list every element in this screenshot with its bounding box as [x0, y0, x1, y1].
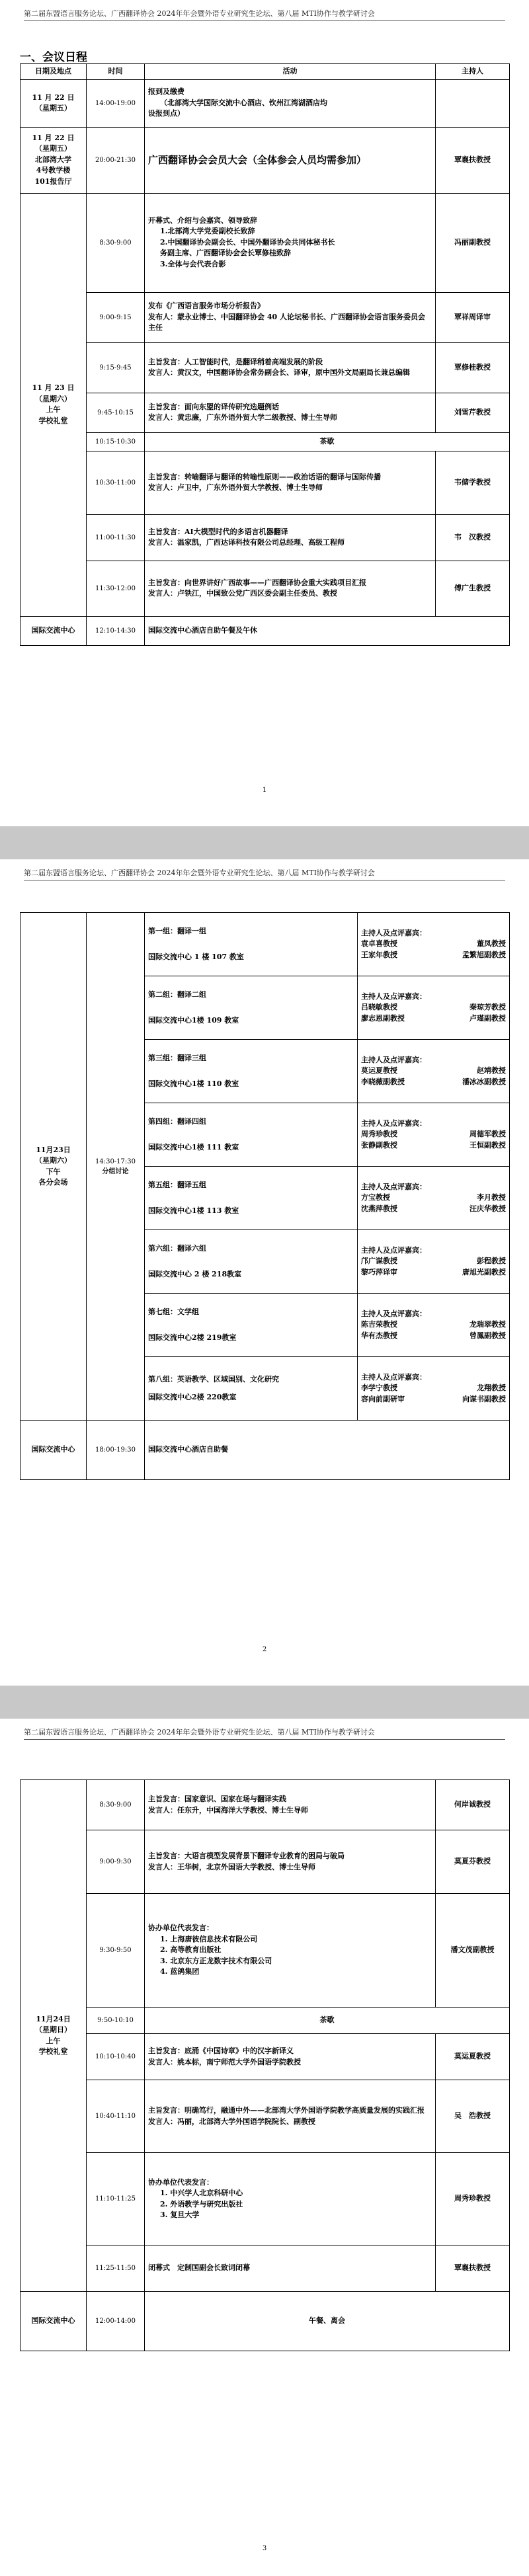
time-cell: 10:40-11:10: [87, 2080, 145, 2153]
date-cell: 国际交流中心: [20, 616, 87, 645]
date-cell: 11 月 23 日 （星期六） 上午 学校礼堂: [20, 193, 87, 616]
group-hosts: 主持人及点评嘉宾： 方宝教授 李月教授 沈燕萍教授 汪庆华教授: [358, 1167, 510, 1230]
time-cell: 11:10-11:25: [87, 2153, 145, 2245]
page-number: 2: [262, 1646, 267, 1653]
date-cell: 国际交流中心: [20, 2292, 87, 2351]
time-cell: 8:30-9:00: [87, 1780, 145, 1830]
schedule-table-3: [20, 1779, 510, 2351]
time-cell: 10:15-10:30: [87, 432, 145, 451]
activity-cell: 国际交流中心酒店自助餐: [145, 1421, 510, 1480]
group-hosts: 主持人及点评嘉宾： 李学宁教授 龙翔教授 容向前副研审 向谋书副教授: [358, 1357, 510, 1421]
group-hosts: 主持人及点评嘉宾： 邝广谋教授 彭程教授 黎巧萍译审 唐旭光副教授: [358, 1230, 510, 1294]
tea-break: 茶歇: [145, 432, 510, 451]
activity-cell: 主旨发言：转喻翻译与翻译的转喻性原则——政治话语的翻译与国际传播 发言人：卢卫中，广东外语外贸大学教授、博士生导师: [145, 451, 436, 514]
host-cell: 潘文茂副教授: [436, 1894, 510, 2008]
time-cell: 10:10-10:40: [87, 2034, 145, 2080]
time-cell: 9:50-10:10: [87, 2008, 145, 2034]
group-cell: 第六组：翻译六组 国际交流中心 2 楼 218教室: [145, 1230, 358, 1294]
time-cell: 18:00-19:30: [87, 1421, 145, 1480]
section-title: 一、会议日程: [20, 51, 87, 64]
page-number: 3: [262, 2545, 267, 2552]
date-cell: 11 月 22 日 （星期五）: [20, 79, 87, 127]
host-cell: 傅广生教授: [436, 561, 510, 616]
time-cell: 14:00-19:00: [87, 79, 145, 127]
time-cell: 11:25-11:50: [87, 2245, 145, 2292]
activity-cell: 主旨发言：AI大模型时代的多语言机器翻译 发言人：温家凯，广西达译科技有限公司总经理、高级工程师: [145, 514, 436, 561]
host-cell: 覃襄扶教授: [436, 2245, 510, 2292]
time-cell: 12:10-14:30: [87, 616, 145, 645]
time-cell: 8:30-9:00: [87, 193, 145, 292]
page-header: 第二届东盟语言服务论坛、广西翻译协会 2024年年会暨外语专业研究生论坛、第八届 MTI协作与教学研讨会: [24, 867, 505, 880]
group-hosts: 主持人及点评嘉宾： 陈吉荣教授 龙瑞翠教授 华有杰教授 曾鳳副教授: [358, 1294, 510, 1357]
time-cell: 14:30-17:30 分组讨论: [87, 913, 145, 1421]
host-cell: [436, 79, 510, 127]
group-cell: 第一组：翻译一组 国际交流中心 1 楼 107 教室: [145, 913, 358, 976]
time-cell: 10:30-11:00: [87, 451, 145, 514]
page-3: [0, 1719, 529, 2576]
activity-cell: 闭幕式 定制国副会长致词闭幕: [145, 2245, 436, 2292]
page-2: [0, 859, 529, 1686]
col-host: 主持人: [436, 64, 510, 80]
date-cell: 11月24日 （星期日） 上午 学校礼堂: [20, 1780, 87, 2292]
page-1: [0, 0, 529, 826]
tea-break: 茶歇: [145, 2008, 510, 2034]
date-cell: 11月23日 （星期六） 下午 各分会场: [20, 913, 87, 1421]
col-time: 时间: [87, 64, 145, 80]
activity-cell: 协办单位代表发言： 1. 中兴学人北京科研中心 2. 外语教学与研究出版社 3. 复旦大学: [145, 2153, 436, 2245]
time-cell: 20:00-21:30: [87, 127, 145, 193]
col-activity: 活动: [145, 64, 436, 80]
host-cell: 韦 汉教授: [436, 514, 510, 561]
activity-cell: 主旨发言：国家意识、国家在场与翻译实践 发言人：任东升，中国海洋大学教授、博士生导师: [145, 1780, 436, 1830]
col-date: 日期及地点: [20, 64, 87, 80]
time-cell: 9:30-9:50: [87, 1894, 145, 2008]
date-cell: 11 月 22 日 （星期五） 北部湾大学 4号教学楼 101报告厅: [20, 127, 87, 193]
time-cell: 12:00-14:00: [87, 2292, 145, 2351]
host-cell: 冯丽副教授: [436, 193, 510, 292]
host-cell: 吴 浩教授: [436, 2080, 510, 2153]
time-cell: 9:15-9:45: [87, 342, 145, 393]
host-cell: 覃襄扶教授: [436, 127, 510, 193]
host-cell: 刘雪芹教授: [436, 393, 510, 432]
activity-cell: 主旨发言：大语言模型发展背景下翻译专业教育的困局与破局 发言人：王华树，北京外国语大学教授、博士生导师: [145, 1830, 436, 1894]
activity-cell: 国际交流中心酒店自助午餐及午休: [145, 616, 510, 645]
group-cell: 第二组：翻译二组 国际交流中心1楼 109 教室: [145, 976, 358, 1040]
activity-cell: 主旨发言：向世界讲好广西故事——广西翻译协会重大实践项目汇报 发言人：卢铁江，中国致公党广西区委会副主任委员、教授: [145, 561, 436, 616]
time-cell: 11:00-11:30: [87, 514, 145, 561]
activity-cell: 主旨发言：人工智能时代，是翻译稍着高端发展的阶段 发言人：黄汉文，中国翻译协会常务副会长、译审，原中国外文局副局长兼总编辑: [145, 342, 436, 393]
activity-cell: 报到及缴费 （北部湾大学国际交流中心酒店、钦州江湾湖酒店均 设报到点）: [145, 79, 436, 127]
time-cell: 9:45-10:15: [87, 393, 145, 432]
time-cell: 9:00-9:30: [87, 1830, 145, 1894]
group-cell: 第五组：翻译五组 国际交流中心1楼 113 教室: [145, 1167, 358, 1230]
activity-cell: 主旨发言：面向东盟的译传研究选题例话 发言人：黄忠廉，广东外语外贸大学二级教授、博士生导师: [145, 393, 436, 432]
activity-cell: 广西翻译协会会员大会（全体参会人员均需参加）: [145, 127, 436, 193]
activity-cell: 协办单位代表发言： 1. 上海唐彼信息技术有限公司 2. 高等教育出版社 3. 北京东方正龙数字技术有限公司 4. 蓝鸽集团: [145, 1894, 436, 2008]
group-hosts: 主持人及点评嘉宾： 吕晓敏教授 秦琼芳教授 廖志恩副教授 卢瑾副教授: [358, 976, 510, 1040]
activity-cell: 主旨发言：明确笃行，融通中外——北部湾大学外国语学院教学高质量发展的实践汇报 发言人：冯丽，北部湾大学外国语学院院长、副教授: [145, 2080, 436, 2153]
host-cell: 莫运夏教授: [436, 2034, 510, 2080]
host-cell: 莫夏芬教授: [436, 1830, 510, 1894]
page-header: 第二届东盟语言服务论坛、广西翻译协会 2024年年会暨外语专业研究生论坛、第八届 MTI协作与教学研讨会: [24, 1727, 505, 1740]
schedule-table-2: [20, 912, 510, 1480]
page-number: 1: [262, 787, 267, 794]
host-cell: 覃修桂教授: [436, 342, 510, 393]
group-cell: 第四组：翻译四组 国际交流中心1楼 111 教室: [145, 1103, 358, 1167]
host-cell: 韦储学教授: [436, 451, 510, 514]
group-hosts: 主持人及点评嘉宾： 周秀珍教授 周德军教授 张静副教授 王恒副教授: [358, 1103, 510, 1167]
time-cell: 9:00-9:15: [87, 292, 145, 342]
activity-cell: 发布《广西语言服务市场分析报告》 发布人：蒙永业博士、中国翻译协会 40 人论坛秘书长、广西翻译协会语言服务委员会主任: [145, 292, 436, 342]
host-cell: 何岸诚教授: [436, 1780, 510, 1830]
group-hosts: 主持人及点评嘉宾： 莫运夏教授 赵靖教授 李晓薇副教授 潘冰冰副教授: [358, 1040, 510, 1103]
activity-cell: 午餐、离会: [145, 2292, 510, 2351]
activity-cell: 主旨发言：底涌《中国诗章》中的汉字新译义 发言人：姚本标，南宁师范大学外国语学院教授: [145, 2034, 436, 2080]
group-hosts: 主持人及点评嘉宾： 袁卓喜教授 董凤教授 王家年教授 孟繁旭副教授: [358, 913, 510, 976]
date-cell: 国际交流中心: [20, 1421, 87, 1480]
host-cell: 覃祥周译审: [436, 292, 510, 342]
activity-cell: 开幕式、介绍与会嘉宾、领导致辞 1.北部湾大学党委副校长致辞 2.中国翻译协会副会长、中国外翻译协会共同体秘书长 务副主席、广西翻译协会会长覃修桂致辞 3.全体与会代表合影: [145, 193, 436, 292]
time-cell: 11:30-12:00: [87, 561, 145, 616]
schedule-table-1: [20, 63, 510, 646]
group-cell: 第八组：英语教学、区域国别、文化研究 国际交流中心2楼 220教室: [145, 1357, 358, 1421]
group-cell: 第七组：文学组 国际交流中心2楼 219教室: [145, 1294, 358, 1357]
host-cell: 周秀珍教授: [436, 2153, 510, 2245]
page-header: 第二届东盟语言服务论坛、广西翻译协会 2024年年会暨外语专业研究生论坛、第八届 MTI协作与教学研讨会: [24, 8, 505, 21]
group-cell: 第三组：翻译三组 国际交流中心1楼 110 教室: [145, 1040, 358, 1103]
